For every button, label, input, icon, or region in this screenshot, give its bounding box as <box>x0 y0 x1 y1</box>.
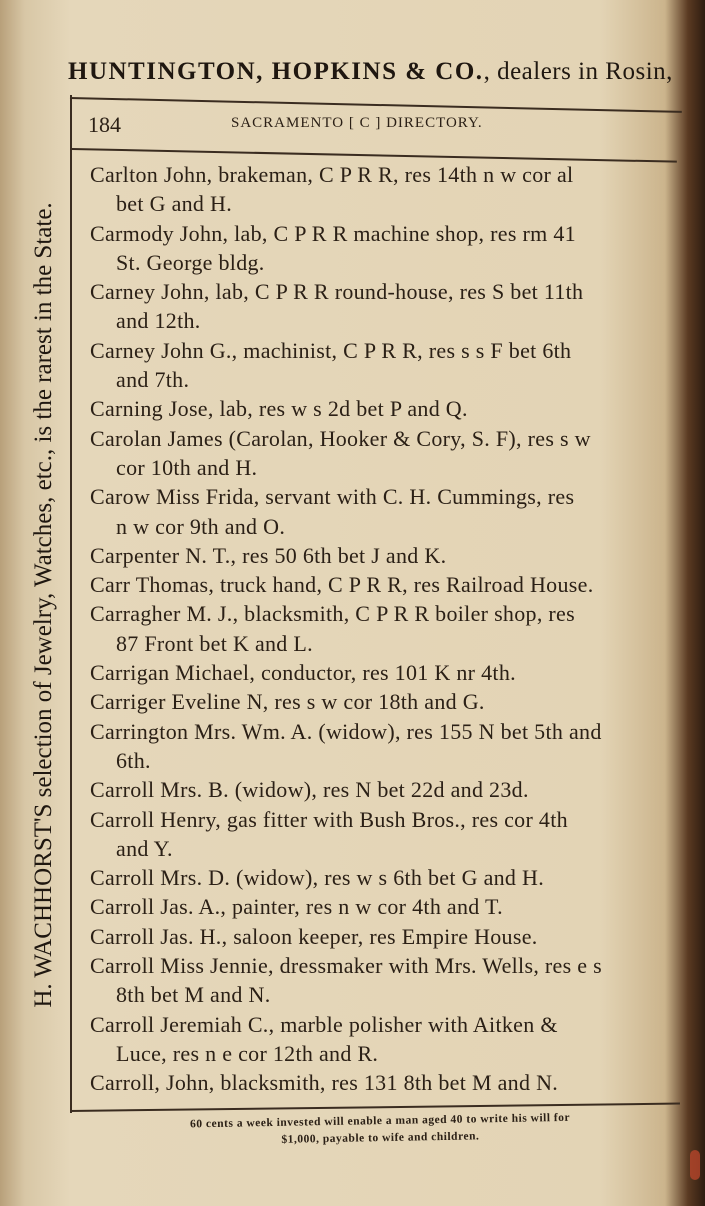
banner-company-name: HUNTINGTON, HOPKINS & CO. <box>68 58 484 85</box>
directory-entry <box>90 863 690 892</box>
top-advertisement-banner <box>68 58 688 86</box>
directory-entry <box>90 424 690 483</box>
banner-company-trade: , dealers in Rosin, <box>483 58 673 85</box>
entry-line: Carroll, John, blacksmith, res 131 8th bet M and N. <box>90 1070 559 1096</box>
entry-line: Carning Jose, lab, res w s 2d bet P and Q. <box>90 396 468 422</box>
entry-continuation-line: 8th bet M and N. <box>116 982 271 1008</box>
entry-continuation-line: 87 Front bet K and L. <box>116 630 313 656</box>
directory-entry <box>90 277 690 336</box>
entry-line: Carriger Eveline N, res s w cor 18th and G. <box>90 689 485 715</box>
entry-line: Carney John G., machinist, C P R R, res s s F bet 6th <box>90 337 572 363</box>
paper-stain <box>690 1150 700 1180</box>
directory-entry <box>90 805 690 864</box>
side-advertisement-banner: H. WACHHORST'S selection of Jewelry, Watches, etc., is the rarest in the State. <box>30 202 57 1008</box>
directory-entry <box>90 394 690 423</box>
entry-line: Carr Thomas, truck hand, C P R R, res Railroad House. <box>90 572 594 598</box>
entry-line: Carroll Mrs. B. (widow), res N bet 22d and 23d. <box>90 777 529 803</box>
entry-continuation-line: bet G and H. <box>116 191 233 217</box>
directory-entry <box>90 599 690 658</box>
entry-line: Carney John, lab, C P R R round-house, res S bet 11th <box>90 279 584 305</box>
directory-entry <box>90 687 690 716</box>
directory-title: SACRAMENTO [ C ] DIRECTORY. <box>231 115 483 131</box>
directory-entry <box>90 570 690 599</box>
entry-line: Carpenter N. T., res 50 6th bet J and K. <box>90 542 447 568</box>
entry-line: Carroll Miss Jennie, dressmaker with Mrs. Wells, res e s <box>90 953 602 979</box>
entry-continuation-line: and Y. <box>116 835 173 861</box>
directory-entry <box>90 1068 690 1097</box>
entry-line: Carroll Jas. H., saloon keeper, res Empire House. <box>90 923 538 949</box>
directory-entry <box>90 892 690 921</box>
page-number: 184 <box>88 112 121 137</box>
directory-entry <box>90 658 690 687</box>
directory-entry <box>90 717 690 776</box>
footer-advertisement <box>100 1108 661 1152</box>
entry-line: Carroll Jas. A., painter, res n w cor 4th and T. <box>90 894 503 920</box>
entry-continuation-line: n w cor 9th and O. <box>116 513 286 539</box>
header-rule-top <box>70 97 682 113</box>
footer-line: 60 cents a week invested will enable a man aged 40 to write his will for <box>190 1111 571 1131</box>
entry-continuation-line: and 12th. <box>116 308 201 334</box>
entry-continuation-line: Luce, res n e cor 12th and R. <box>116 1040 379 1066</box>
footer-line: $1,000, payable to wife and children. <box>281 1130 480 1146</box>
directory-entry <box>90 775 690 804</box>
entry-line: Carroll Mrs. D. (widow), res w s 6th bet G and H. <box>90 865 545 891</box>
directory-entry <box>90 219 690 278</box>
entry-line: Carroll Henry, gas fitter with Bush Bros., res cor 4th <box>90 806 568 832</box>
entry-continuation-line: cor 10th and H. <box>116 454 258 480</box>
directory-entry <box>90 922 690 951</box>
directory-entry <box>90 482 690 541</box>
directory-entry <box>90 160 690 219</box>
entry-continuation-line: St. George bldg. <box>116 249 265 275</box>
running-head <box>88 112 648 142</box>
entry-line: Carow Miss Frida, servant with C. H. Cummings, res <box>90 484 575 510</box>
entry-line: Carragher M. J., blacksmith, C P R R boiler shop, res <box>90 601 575 627</box>
directory-entry <box>90 541 690 570</box>
entry-continuation-line: 6th. <box>116 747 151 773</box>
entry-continuation-line: and 7th. <box>116 367 190 393</box>
entry-line: Carrington Mrs. Wm. A. (widow), res 155 N bet 5th and <box>90 718 602 744</box>
directory-entry <box>90 1010 690 1069</box>
entry-line: Carlton John, brakeman, C P R R, res 14th n w cor al <box>90 162 574 187</box>
directory-entry <box>90 951 690 1010</box>
entry-line: Carrigan Michael, conductor, res 101 K nr 4th. <box>90 660 516 686</box>
directory-entries <box>90 160 690 1098</box>
frame-rule-left <box>70 95 72 1113</box>
directory-entry <box>90 336 690 395</box>
entry-line: Carroll Jeremiah C., marble polisher with Aitken & <box>90 1011 558 1037</box>
entry-line: Carolan James (Carolan, Hooker & Cory, S. F), res s w <box>90 425 591 451</box>
entry-line: Carmody John, lab, C P R R machine shop, res rm 41 <box>90 220 576 246</box>
